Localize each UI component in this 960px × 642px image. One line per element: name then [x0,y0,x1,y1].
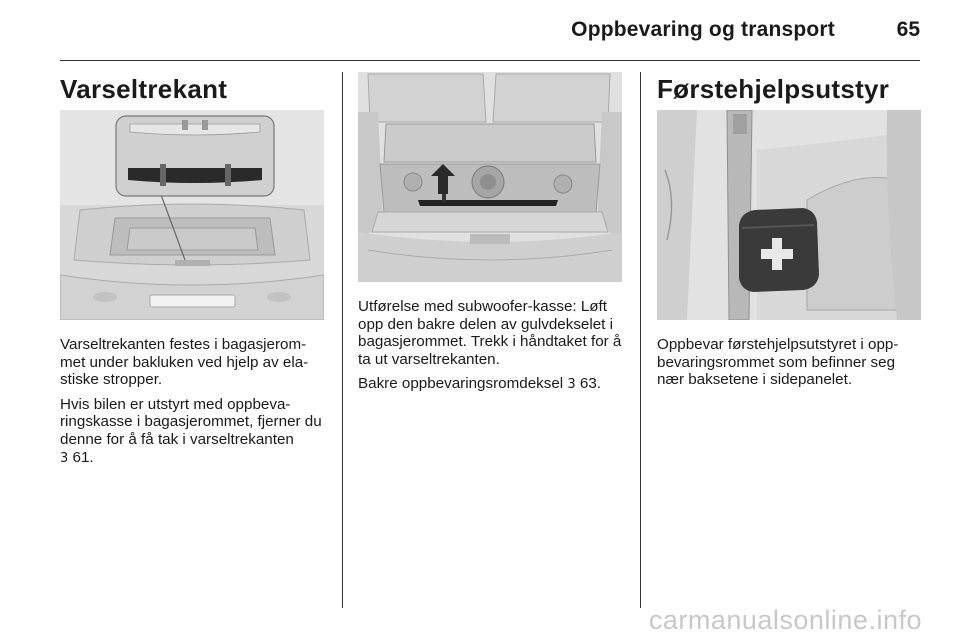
column-first-aid [657,72,922,389]
page-reference[interactable]: 63. [575,375,601,393]
cross-reference-icon: 3 [60,450,69,466]
page-header [0,0,960,60]
heading-first-aid: Førstehjelpsutstyr [657,74,890,104]
column-divider-2 [640,72,641,608]
page-number: 65 [896,18,920,41]
page-reference[interactable]: 61. [68,448,94,466]
paragraph-1: Utførelse med subwoofer-kasse: Løft opp den bakre delen av gulvdekselet i bagasjerommet. Trekk i håndtaket for å ta ut varseltrekanten. [358,298,622,368]
paragraph-2-text: Bakre oppbevaringsromdeksel [358,375,568,393]
cross-reference-icon: 3 [567,377,576,393]
paragraph-2-text: Hvis bilen er utstyrt med oppbevaringskasse i bagasjerommet, fjerner du denne for å få tak i varseltrekanten [60,395,322,448]
paragraph-1: Oppbevar førstehjelpsutstyret i oppbevaringsrommet som befinner seg nær baksetene i sidepanelet. [657,336,899,389]
header-divider [60,60,920,61]
subwoofer-box-trunk-illustration [358,72,622,282]
column-divider-1 [342,72,343,608]
paragraph-2 [60,396,325,467]
warning-triangle-storage-illustration [60,110,324,320]
column-warning-triangle [60,72,325,467]
column-subwoofer [358,72,623,394]
watermark: carmanualsonline.info [648,605,922,635]
paragraph-1: Varseltrekanten festes i bagasjerommet under bakluken ved hjelp av elastiske stropper. [60,336,309,389]
first-aid-kit-illustration [657,110,921,320]
section-title: Oppbevaring og transport [571,18,835,41]
heading-warning-triangle: Varseltrekant [60,74,228,104]
paragraph-2 [358,375,623,394]
